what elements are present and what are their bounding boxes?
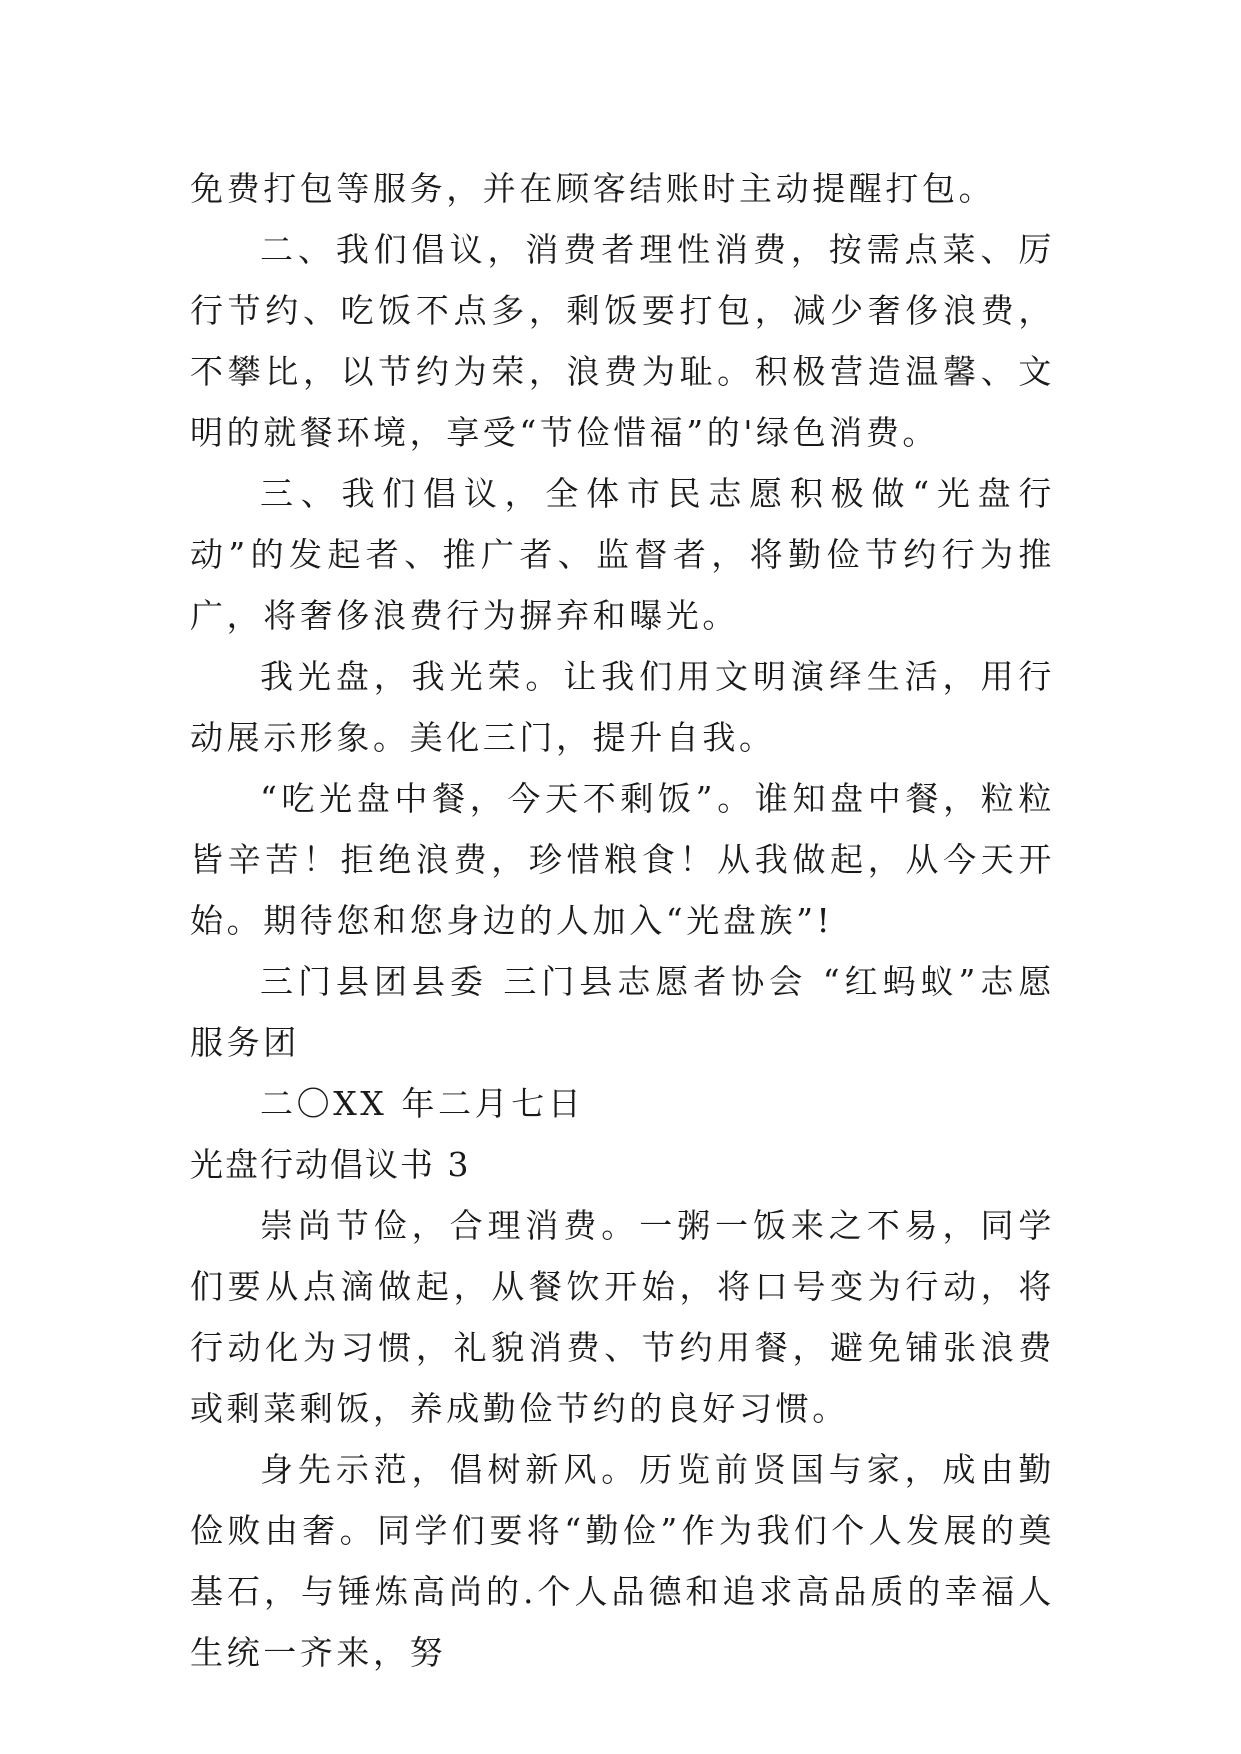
paragraph-packing-service: 免费打包等服务，并在顾客结账时主动提醒打包。 <box>190 169 996 208</box>
paragraph-frugality: 崇尚节俭，合理消费。一粥一饭来之不易，同学们要从点滴做起，从餐饮开始，将口号变为行动，将行动化为习惯，礼貌消费、节约用餐，避免铺张浪费或剩菜剩饭，养成勤俭节约的良好习惯。 <box>190 1206 1055 1428</box>
paragraph-slogan: 我光盘，我光荣。让我们用文明演绎生活，用行动展示形象。美化三门，提升自我。 <box>190 657 1055 757</box>
paragraph-example: 身先示范，倡树新风。历览前贤国与家，成由勤俭败由奢。同学们要将“勤俭”作为我们个人发展的奠基石，与锤炼高尚的.个人品德和追求高品质的幸福人生统一齐来，努 <box>190 1450 1055 1672</box>
paragraph-date: 二〇XX 年二月七日 <box>260 1084 585 1123</box>
document-page <box>190 158 1055 1683</box>
paragraph-appeal: “吃光盘中餐，今天不剩饭”。谁知盘中餐，粒粒皆辛苦！拒绝浪费，珍惜粮食！从我做起，从今天开始。期待您和您身边的人加入“光盘族”! <box>190 779 1055 940</box>
paragraph-signatories: 三门县团县委 三门县志愿者协会 “红蚂蚁”志愿服务团 <box>190 962 1055 1062</box>
section-title: 光盘行动倡议书 3 <box>190 1145 471 1184</box>
paragraph-consumer-proposal: 二、我们倡议，消费者理性消费，按需点菜、厉行节约、吃饭不点多，剩饭要打包，减少奢侈浪费，不攀比，以节约为荣，浪费为耻。积极营造温馨、文明的就餐环境，享受“节俭惜福”的'绿色消费。 <box>190 230 1055 452</box>
paragraph-citizen-proposal: 三、我们倡议，全体市民志愿积极做“光盘行动”的发起者、推广者、监督者，将勤俭节约行为推广，将奢侈浪费行为摒弃和曝光。 <box>190 474 1055 635</box>
